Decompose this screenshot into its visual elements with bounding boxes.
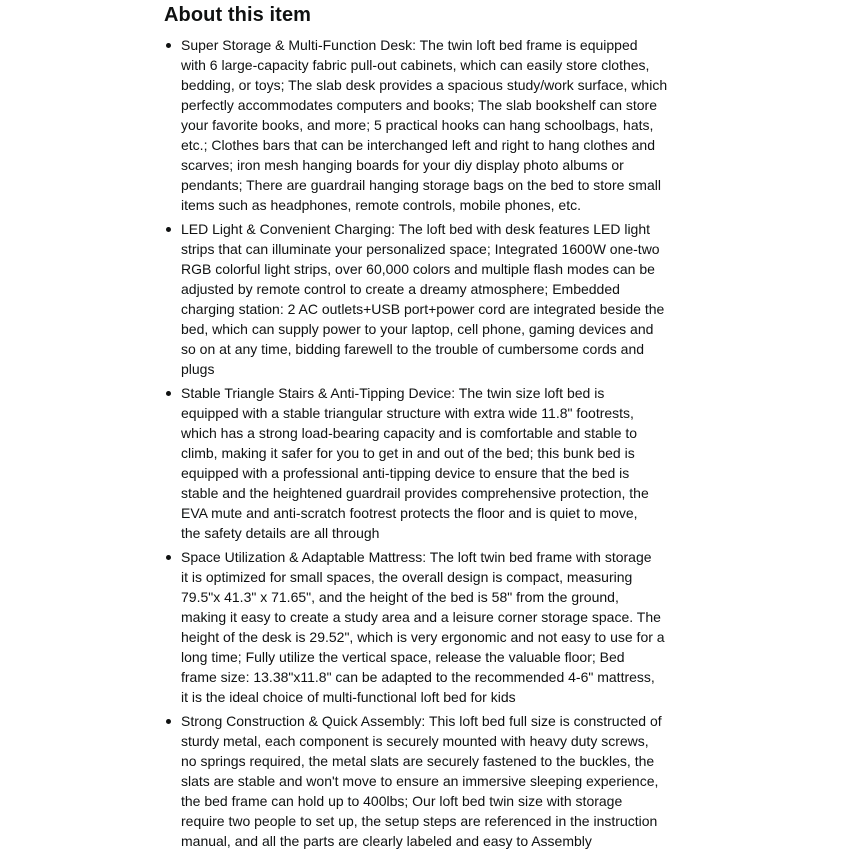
bullet-line: the bed frame can hold up to 400lbs; Our loft bed twin size with storage xyxy=(181,793,623,809)
feature-bullet-text xyxy=(181,711,684,851)
bullet-line: Stable Triangle Stairs & Anti-Tipping Device: The twin size loft bed is xyxy=(181,385,605,401)
bullet-line: Space Utilization & Adaptable Mattress: The loft twin bed frame with storage xyxy=(181,549,652,565)
bullet-line: Super Storage & Multi-Function Desk: The twin loft bed frame is equipped xyxy=(181,37,638,53)
bullet-line: perfectly accommodates computers and books; The slab bookshelf can store xyxy=(181,97,657,113)
bullet-line: manual, and all the parts are clearly labeled and easy to Assembly xyxy=(181,833,592,849)
feature-bullet-list xyxy=(164,35,684,851)
bullet-line: the safety details are all through xyxy=(181,525,380,541)
bullet-line: plugs xyxy=(181,361,215,377)
bullet-line: equipped with a professional anti-tipping device to ensure that the bed is xyxy=(181,465,630,481)
bullet-line: scarves; iron mesh hanging boards for your diy display photo albums or xyxy=(181,157,624,173)
feature-bullet xyxy=(164,219,684,379)
about-this-item-section xyxy=(164,4,684,852)
bullet-line: making it easy to create a study area and a leisure corner storage space. The xyxy=(181,609,661,625)
bullet-line: 79.5"x 41.3" x 71.65", and the height of the bed is 58" from the ground, xyxy=(181,589,619,605)
bullet-line: your favorite books, and more; 5 practical hooks can hang schoolbags, hats, xyxy=(181,117,654,133)
bullet-line: so on at any time, bidding farewell to the trouble of cumbersome cords and xyxy=(181,341,645,357)
bullet-line: it is the ideal choice of multi-functional loft bed for kids xyxy=(181,689,516,705)
feature-bullet xyxy=(164,35,684,215)
bullet-line: frame size: 13.38"x11.8" can be adapted to the recommended 4-6" mattress, xyxy=(181,669,655,685)
bullet-line: no springs required, the metal slats are securely fastened to the buckles, the xyxy=(181,753,655,769)
feature-bullet xyxy=(164,383,684,543)
bullet-dot-icon xyxy=(166,555,171,560)
feature-bullet-text xyxy=(181,383,684,543)
bullet-line: EVA mute and anti-scratch footrest protects the floor and is quiet to move, xyxy=(181,505,638,521)
bullet-line: climb, making it safer for you to get in and out of the bed; this bunk bed is xyxy=(181,445,635,461)
bullet-line: slats are stable and won't move to ensure an immersive sleeping experience, xyxy=(181,773,659,789)
bullet-line: require two people to set up, the setup steps are referenced in the instruction xyxy=(181,813,658,829)
bullet-line: bedding, or toys; The slab desk provides a spacious study/work surface, which xyxy=(181,77,668,93)
bullet-line: Strong Construction & Quick Assembly: This loft bed full size is constructed of xyxy=(181,713,662,729)
feature-bullet xyxy=(164,547,684,707)
bullet-line: charging station: 2 AC outlets+USB port+power cord are integrated beside the xyxy=(181,301,665,317)
bullet-line: RGB colorful light strips, over 60,000 colors and multiple flash modes can be xyxy=(181,261,655,277)
bullet-dot-icon xyxy=(166,391,171,396)
bullet-line: long time; Fully utilize the vertical space, release the valuable floor; Bed xyxy=(181,649,625,665)
bullet-line: which has a strong load-bearing capacity and is comfortable and stable to xyxy=(181,425,638,441)
bullet-line: with 6 large-capacity fabric pull-out cabinets, which can easily store clothes, xyxy=(181,57,650,73)
bullet-line: pendants; There are guardrail hanging storage bags on the bed to store small xyxy=(181,177,661,193)
section-heading: About this item xyxy=(164,4,312,26)
feature-bullet-text xyxy=(181,35,684,215)
bullet-line: etc.; Clothes bars that can be interchanged left and right to hang clothes and xyxy=(181,137,655,153)
bullet-line: items such as headphones, remote controls, mobile phones, etc. xyxy=(181,197,581,213)
bullet-line: stable and the heightened guardrail provides comprehensive protection, the xyxy=(181,485,649,501)
bullet-line: strips that can illuminate your personalized space; Integrated 1600W one-two xyxy=(181,241,660,257)
bullet-dot-icon xyxy=(166,43,171,48)
feature-bullet xyxy=(164,711,684,851)
feature-bullet-text xyxy=(181,547,684,707)
bullet-line: LED Light & Convenient Charging: The loft bed with desk features LED light xyxy=(181,221,651,237)
bullet-dot-icon xyxy=(166,719,171,724)
bullet-line: height of the desk is 29.52", which is very ergonomic and not easy to use for a xyxy=(181,629,665,645)
bullet-line: it is optimized for small spaces, the overall design is compact, measuring xyxy=(181,569,633,585)
bullet-line: equipped with a stable triangular structure with extra wide 11.8" footrests, xyxy=(181,405,634,421)
bullet-dot-icon xyxy=(166,227,171,232)
bullet-line: adjusted by remote control to create a dreamy atmosphere; Embedded xyxy=(181,281,620,297)
bullet-line: bed, which can supply power to your laptop, cell phone, gaming devices and xyxy=(181,321,654,337)
bullet-line: sturdy metal, each component is securely mounted with heavy duty screws, xyxy=(181,733,649,749)
feature-bullet-text xyxy=(181,219,684,379)
